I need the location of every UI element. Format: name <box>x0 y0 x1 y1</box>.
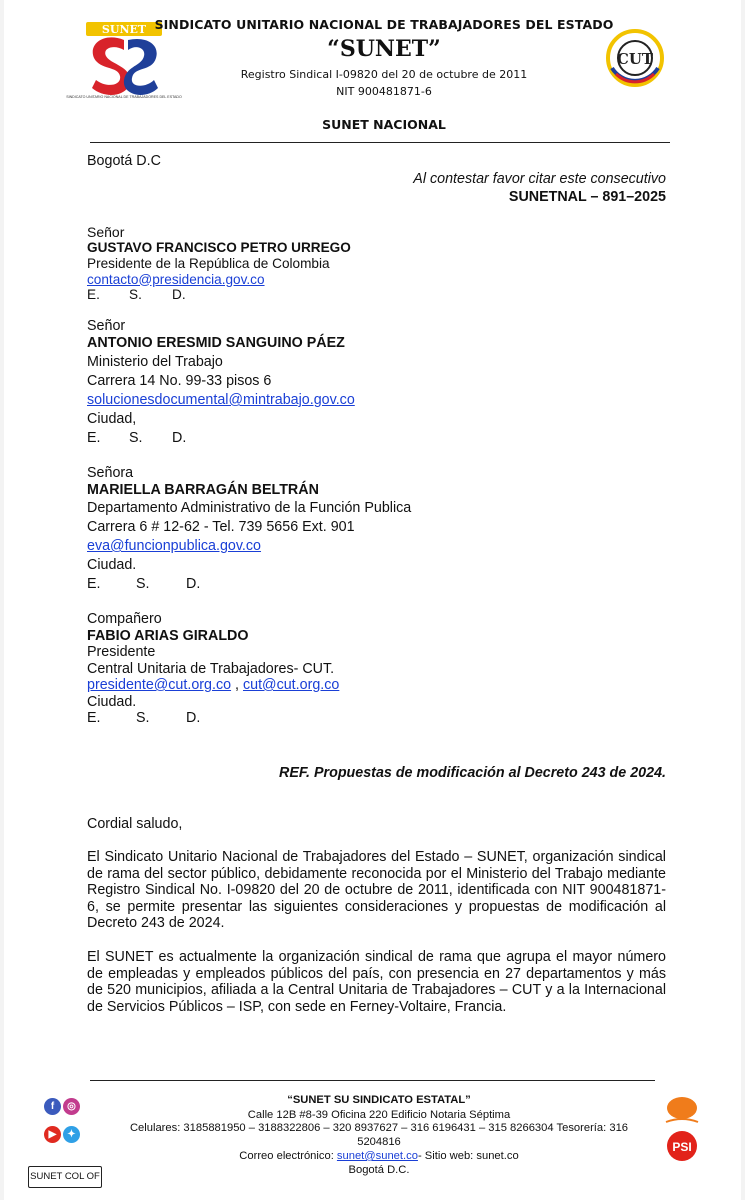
recipient-salutation: Compañero <box>87 611 162 627</box>
body-paragraph-2: El SUNET es actualmente la organización sindical de rama que agrupa el mayor número de empleadas y empleados públicos del país, con presencia en 27 departamentos y más de 520 municipios, afiliada a la Central Unitaria de Trabajadores – CUT y a la Internacional de Servicios Públicos – ISP, con sede en Ferney-Voltaire, Francia. <box>87 949 666 1015</box>
recipient-name: GUSTAVO FRANCISCO PETRO URREGO <box>87 240 351 255</box>
youtube-icon[interactable]: ▶ <box>44 1126 61 1143</box>
nit-line: NIT 900481871-6 <box>336 85 432 98</box>
cut-logo-text: CUT <box>616 50 654 68</box>
footer-phones: Celulares: 3185881950 – 3188322806 – 320 8937627 – 316 6196431 – 315 8266304 Tesorería: 316 5204816 <box>129 1122 629 1148</box>
recipient-address: Carrera 6 # 12-62 - Tel. 739 5656 Ext. 901 <box>87 519 355 535</box>
registry-line: Registro Sindical I-09820 del 20 de octubre de 2011 <box>240 68 528 81</box>
recipient-email-link[interactable]: eva@funcionpublica.gov.co <box>87 538 262 554</box>
footer-email-link[interactable]: sunet@sunet.co <box>336 1150 418 1162</box>
psi-text: PSI <box>672 1140 692 1154</box>
recipient-name: FABIO ARIAS GIRALDO <box>87 627 249 644</box>
greeting: Cordial saludo, <box>87 816 183 832</box>
recipient-emails: presidente@cut.org.co , cut@cut.org.co <box>87 677 340 693</box>
recipient-org: Central Unitaria de Trabajadores- CUT. <box>87 660 335 677</box>
section-title: SUNET NACIONAL <box>322 117 446 132</box>
instagram-icon[interactable]: ◎ <box>63 1098 80 1115</box>
footer-address: Calle 12B #8-39 Oficina 220 Edificio Notaria Séptima <box>247 1109 511 1121</box>
reference-subject: REF. Propuestas de modificación al Decreto 243 de 2024. <box>279 765 666 781</box>
recipient-salutation: Señora <box>87 465 134 481</box>
email-link-cut[interactable]: cut@cut.org.co <box>242 677 340 693</box>
recipient-city: Ciudad. <box>87 693 137 710</box>
email-link-presidente[interactable]: presidente@cut.org.co <box>87 677 232 693</box>
sunet-logo <box>66 22 182 104</box>
recipient-title: Departamento Administrativo de la Función Publica <box>87 500 412 516</box>
svg-text:SUNET: SUNET <box>101 23 147 36</box>
footer-slogan: “SUNET SU SINDICATO ESTATAL” <box>287 1094 471 1106</box>
footer-contact: Correo electrónico: sunet@sunet.co- Sitio web: sunet.co <box>239 1150 519 1162</box>
recipient-block-4 <box>87 611 339 727</box>
esd-line: E. S. D. <box>87 430 187 446</box>
cut-logo <box>604 28 666 88</box>
recipient-title: Presidente <box>87 644 156 660</box>
esd-line: E. S. D. <box>87 287 186 302</box>
recipient-title: Ministerio del Trabajo <box>87 354 223 370</box>
cite-note: Al contestar favor citar este consecutivo <box>413 171 666 187</box>
logo-subtext: SINDICATO UNITARIO NACIONAL DE TRABAJADORES DEL ESTADO <box>66 95 182 99</box>
recipient-city: Ciudad. <box>87 557 137 573</box>
body-paragraph-1: El Sindicato Unitario Nacional de Trabajadores del Estado – SUNET, organización sindical de rama del sector público, debidamente reconocida por el Ministerio del Trabajo mediante Registro Sindical No. I-09820 del 20 de octubre de 2011, identificada con NIT 900481871-6, se permite presentar las siguientes consideraciones y propuestas de modificación al Decreto 243 de 2024. <box>87 849 666 932</box>
recipient-email-link[interactable]: contacto@presidencia.gov.co <box>87 271 265 287</box>
recipient-block-1 <box>87 224 351 303</box>
recipient-salutation: Señor <box>87 318 126 334</box>
facebook-icon[interactable]: f <box>44 1098 61 1115</box>
recipient-name: MARIELLA BARRAGÁN BELTRÁN <box>87 482 319 498</box>
city-date: Bogotá D.C <box>87 153 161 169</box>
header-rule <box>90 142 670 143</box>
union-name: SINDICATO UNITARIO NACIONAL DE TRABAJADORES DEL ESTADO <box>154 17 614 32</box>
recipient-block-2 <box>87 318 355 448</box>
recipient-city: Ciudad, <box>87 411 137 427</box>
recipient-name: ANTONIO ERESMID SANGUINO PÁEZ <box>87 335 345 351</box>
psi-logo <box>660 1096 704 1162</box>
footer-city: Bogotá D.C. <box>348 1164 410 1176</box>
recipient-block-3 <box>87 465 411 594</box>
recipient-title: Presidente de la República de Colombia <box>87 256 330 271</box>
recipient-address: Carrera 14 No. 99-33 pisos 6 <box>87 373 272 389</box>
letter-page <box>4 0 741 1200</box>
esd-line: E. S. D. <box>87 576 201 592</box>
recipient-email-link[interactable]: solucionesdocumental@mintrabajo.gov.co <box>87 392 355 408</box>
reference-number: SUNETNAL – 891–2025 <box>508 189 666 205</box>
recipient-salutation: Señor <box>87 224 125 240</box>
footer-rule <box>90 1080 655 1081</box>
stamp-box: SUNET COL OF <box>28 1166 102 1188</box>
union-acronym: “SUNET” <box>327 36 441 62</box>
esd-line: E. S. D. <box>87 710 201 726</box>
twitter-icon[interactable]: ✦ <box>63 1126 80 1143</box>
